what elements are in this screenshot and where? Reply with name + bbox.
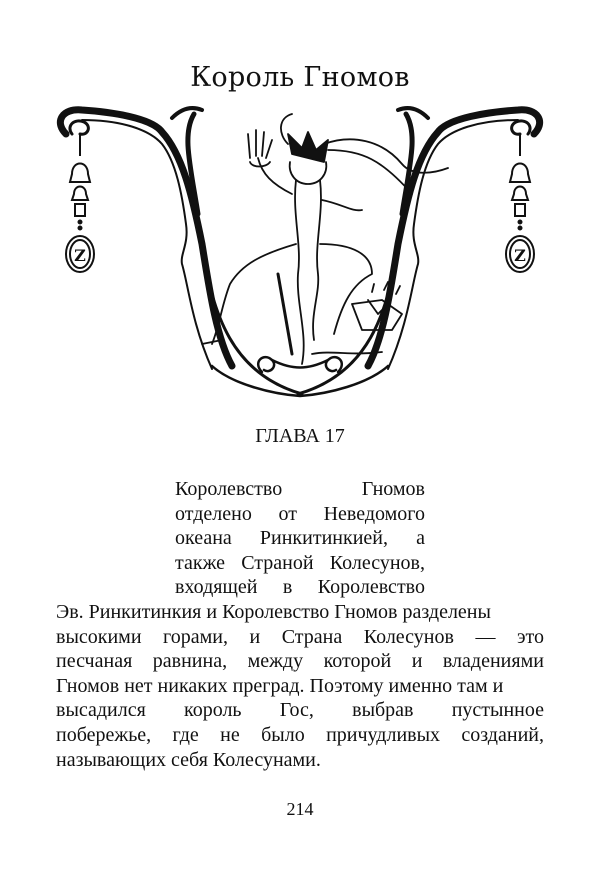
text-line: Эв. Ринкитинкия и Королевство Гномов разделены — [56, 601, 491, 623]
book-title: Король Гномов — [190, 62, 410, 93]
text-line — [175, 502, 425, 527]
word: отделено — [175, 502, 252, 525]
word: пустынное — [451, 699, 544, 722]
word: Гномов — [361, 478, 425, 500]
word: выбрав — [352, 699, 414, 722]
oz-emblem-left: Z — [74, 246, 86, 265]
word: созданий, — [461, 723, 544, 746]
word: высадился — [56, 699, 146, 722]
word: и — [249, 625, 261, 648]
word: Ринкитинкией, — [259, 527, 388, 550]
word: где — [172, 723, 199, 746]
word: от — [278, 502, 297, 525]
word: побережье, — [56, 723, 152, 746]
word: высокими — [56, 625, 142, 648]
text-line — [175, 551, 425, 576]
word: владениями — [442, 650, 544, 673]
word: которой — [323, 650, 392, 673]
word: также — [175, 551, 226, 574]
word: — — [475, 625, 496, 648]
word: и — [411, 650, 423, 673]
word: между — [247, 650, 304, 673]
word: входящей — [175, 576, 258, 599]
bottom-frame — [202, 244, 398, 396]
text-line — [56, 649, 544, 674]
text-line — [56, 625, 544, 650]
word: горами, — [163, 625, 228, 648]
chapter-heading: ГЛАВА 17 — [255, 425, 345, 447]
word: было — [261, 723, 305, 746]
chapter-illustration — [52, 104, 548, 402]
text-line — [56, 723, 544, 748]
word: а — [416, 527, 425, 550]
text-line: называющих себя Колесунами. — [56, 748, 321, 771]
word: Страной — [241, 551, 314, 574]
right-pendant — [506, 134, 534, 272]
text-line — [175, 477, 425, 502]
left-pendant — [66, 134, 94, 272]
word: равнина, — [152, 650, 228, 673]
text-line — [175, 526, 425, 551]
text-line: Гномов нет никаких преград. Поэтому именно там и — [56, 674, 504, 697]
word: океана — [175, 527, 232, 550]
word: в — [282, 576, 293, 599]
word: Колесунов — [363, 625, 454, 648]
word: Королевство — [175, 478, 283, 500]
word: Страна — [281, 625, 343, 648]
text-line — [56, 698, 544, 723]
word: Гос, — [279, 699, 314, 722]
word: причудливых — [326, 723, 441, 746]
paragraph-continuation — [56, 600, 544, 772]
word: это — [516, 625, 544, 648]
word: Неведомого — [323, 502, 425, 525]
word: Колесунов, — [329, 551, 425, 574]
word: песчаная — [56, 650, 133, 673]
word: король — [184, 699, 242, 722]
indented-paragraph-start — [175, 477, 425, 600]
word: не — [220, 723, 240, 746]
word: Королевство — [317, 576, 425, 599]
oz-emblem-right: Z — [514, 246, 526, 265]
text-line — [175, 575, 425, 600]
page-number: 214 — [286, 799, 314, 819]
